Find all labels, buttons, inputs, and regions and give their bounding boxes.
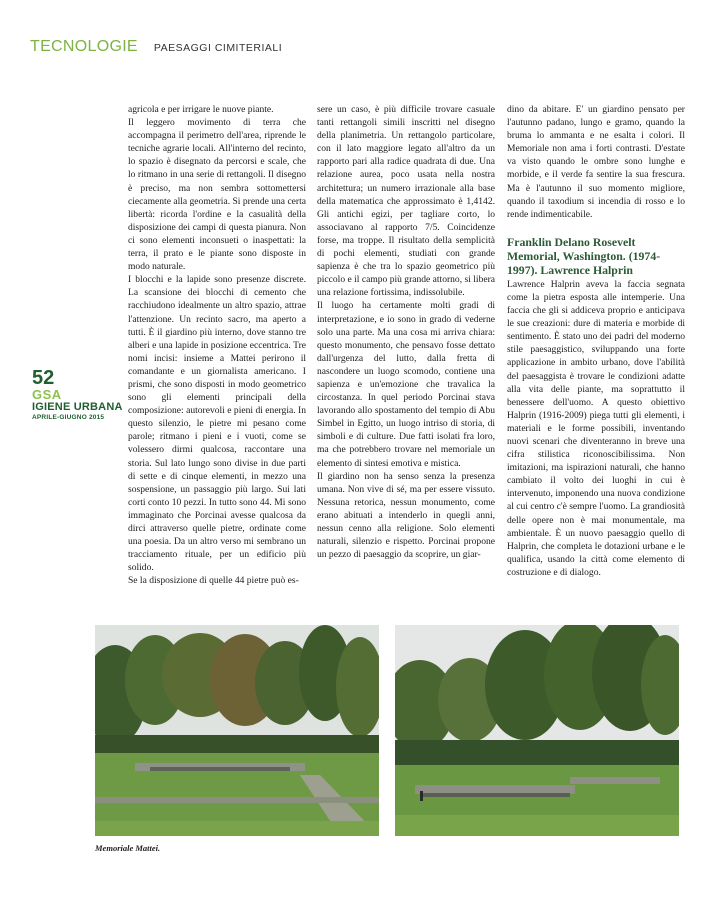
paragraph: sere un caso, è più difficile trovare casuale tanti rettangoli simili inscritti nel disegno della planimetria. Un rettangolo particolare, con il lato maggiore legato all'altro da un rapporto pari alla radice quadrata di due. Una relazione aurea, poco usata nella nostra architettura; un numero irrazionale alla base della matematica che approssimato è 1,4142. Gli antichi egizi, per tagliare corto, lo associavano al rapporto 7/5. Coincidenze forse, ma troppe. Il risultato della semplicità di pochi elementi, studiati con grande sapienza è che tra lo spazio geometrico più piccolo e il campo più grande attorno, si libera una relazione fortissima, indissolubile. <box>317 104 495 299</box>
paragraph: Il luogo ha certamente molti gradi di interpretazione, e io sono in grado di vederne solo una parte. Ma una cosa mi arriva chiara: questo monumento, che pensavo fosse dettato dall'urgenza del lutto, dalla fretta di nascondere un luogo scomodo, contiene una sapienza e un'emozione che travalica la circostanza. In quel periodo Porcinai stava lavorando allo spostamento del tempio di Abu Simbel in Egitto, un luogo intriso di storia, di simboli e di culture. Due fatti isolati fra loro, ma che potrebbero trovare nel memoriale un elemento di sintesi emotiva e mistica. <box>317 300 495 469</box>
paragraph: Se la disposizione di quelle 44 pietre può es- <box>128 575 299 587</box>
paragraph: dino da abitare. E' un giardino pensato per l'autunno padano, lungo e gramo, quando la bruma lo ammanta e ne esalta i colori. Il Memoriale non ama i forti contrasti. D'estate va visto quando le ombre sono lunghe e morbide, e il verde fa sentire la sua frescura. Ma è l'autunno il suo momento migliore, quando il taxodium si incendia di rosso e lo rende indimenticabile. <box>507 104 685 220</box>
section-subtitle: PAESAGGI CIMITERIALI <box>153 42 283 54</box>
subheading: Franklin Delano Rosevelt Memorial, Washington. (1974-1997). Lawrence Halprin <box>507 234 661 277</box>
photo-memorial-2 <box>395 625 679 836</box>
section-title: TECNOLOGIE <box>30 38 138 55</box>
paragraph: Lawrence Halprin aveva la faccia segnata come la pietra esposta alle intemperie. Una faccia che gli si addiceva proprio e anticipava le sue creazioni: dure di materia e morbide di sentimento. È stato uno dei padri del moderno stile paesaggistico, sviluppando una forte applicazione in ambito urbano, dove l'abilità del paesaggista è trovare le condizioni adatte alla vita delle piante, ma soprattutto il benessere dell'uomo. A questo obiettivo Halprin (1916-2009) piega tutti gli elementi, i materiali e le forme possibili, inventando nuovi scenari che diventeranno in breve una cifra stilistica riconoscibilissima. Non imitazioni, ma ispirazioni naturali, che hanno cambiato il volto dei luoghi in cui è intervenuto, imponendo una nuova condizione al cui centro c'è sempre l'uomo. La grandiosità delle opere non è mai monumentale, ma ambientale. È un nuovo paesaggio quello di Halprin, che completa le dotazioni urbane e le qualifica, usando la città come elemento di costruzione e di dialogo. <box>507 278 685 578</box>
article-column-3 <box>507 103 685 579</box>
photo-memorial-1 <box>95 625 379 836</box>
folio <box>32 368 127 422</box>
paragraph: agricola e per irrigare le nuove piante. <box>128 104 274 115</box>
photo-caption: Memoriale Mattei. <box>95 843 161 853</box>
page-header <box>30 38 282 58</box>
paragraph: I blocchi e la lapide sono presenze discrete. La scansione dei blocchi di cemento che racchiudono idealmente un altro spazio, attrae l'attenzione. Un recinto sacro, ma aperto a tutti. È il giardino più interno, dove stanno tre alberi e una lapide in posizione eccentrica. Tre nomi incisi: insieme a Mattei perirono il comandante e un giornalista americano. I prismi, che sono disposti in modo geometrico sono gli elementi principali della composizione: autorevoli e pieni di energia. In questo silenzio, le pietre mi pesano come parole; ritmano i pieni e i vuoti, come se volessero dirmi qualcosa, raccontare una storia. Sul lato lungo sono divise in due parti di sette e di cinque elementi, in mezzo una sospensione, un passaggio più largo. Sui lati corti conto 10 pezzi. In tutto sono 44. Mi sono immaginato che Porcinai avesse qualcosa da dirci attraverso quelle pietre, ordinate come una poesia. Da un altro verso mi sembrano un tracciamento rituale, per un edificio più solido. <box>128 274 306 574</box>
page-number: 52 <box>32 367 55 389</box>
paragraph: Il leggero movimento di terra che accompagna il perimetro dell'area, riprende le tecniche agrarie locali. All'interno del recinto, lo spazio è disegnato da percorsi e scale, che lo ritmano in una serie di rettangoli. Il disegno è preciso, ma non sembra sottomettersi ciecamente alla geometria. Si prende una certa libertà: ricorda l'ordine e la casualità della disposizione dei campi di questa pianura. Non ci sono elementi inconsueti o inaspettati: la terra, il prato e le piante sono disposte in modo naturale. <box>128 117 306 273</box>
article-column-2 <box>317 103 495 561</box>
paragraph: Il giardino non ha senso senza la presenza umana. Non vive di sé, ma per essere vissuto. Nessuna retorica, nessun monumento, come erano abituati a intenderlo in quegli anni, nessun cenno alla religione. Solo elementi naturali, silenzio e rispetto. Porcinai propone un pezzo di paesaggio da scoprire, un giar- <box>317 470 495 561</box>
article-column-1 <box>128 103 306 587</box>
magazine-logo: GSA <box>32 387 62 402</box>
issue-date: APRILE-GIUGNO 2015 <box>32 414 105 421</box>
magazine-name: IGIENE URBANA <box>32 401 123 413</box>
